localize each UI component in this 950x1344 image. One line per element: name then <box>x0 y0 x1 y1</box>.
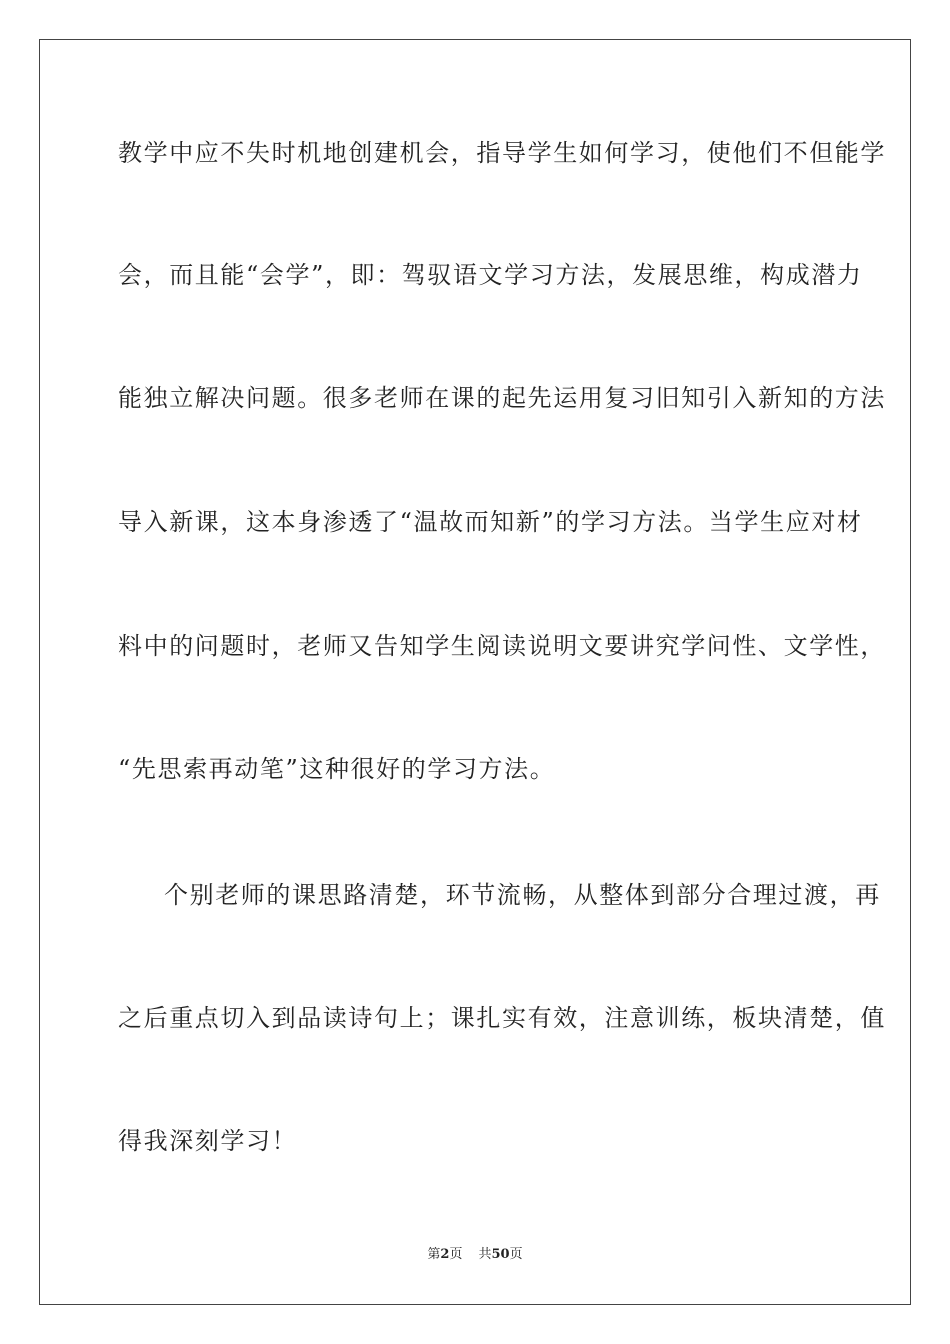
paragraph-1-line-3: 能独立解决问题。很多老师在课的起先运用复习旧知引入新知的方法 <box>118 384 886 412</box>
page-border <box>39 39 911 1305</box>
paragraph-2-line-1: 个别老师的课思路清楚，环节流畅，从整体到部分合理过渡，再 <box>164 881 881 909</box>
paragraph-2-line-2: 之后重点切入到品读诗句上；课扎实有效，注意训练，板块清楚，值 <box>118 1004 886 1032</box>
paragraph-1-line-4: 导入新课，这本身渗透了“温故而知新”的学习方法。当学生应对材 <box>118 508 863 536</box>
paragraph-1-line-5: 料中的问题时，老师又告知学生阅读说明文要讲究学问性、文学性， <box>118 632 886 660</box>
paragraph-2-line-3: 得我深刻学习！ <box>118 1127 298 1155</box>
paragraph-1-line-1: 教学中应不失时机地创建机会，指导学生如何学习，使他们不但能学 <box>118 139 886 167</box>
page-footer <box>0 1247 950 1263</box>
total-pages: 50 <box>491 1247 510 1262</box>
total-prefix: 共 <box>478 1247 492 1262</box>
page-number: 2 <box>440 1247 450 1262</box>
total-suffix: 页 <box>509 1247 523 1262</box>
page-suffix: 页 <box>449 1247 463 1262</box>
paragraph-1-line-2: 会，而且能“会学”，即：驾驭语文学习方法，发展思维，构成潜力 <box>118 261 863 289</box>
page-prefix: 第 <box>427 1247 441 1262</box>
paragraph-1-line-6: “先思索再动笔”这种很好的学习方法。 <box>118 755 556 783</box>
